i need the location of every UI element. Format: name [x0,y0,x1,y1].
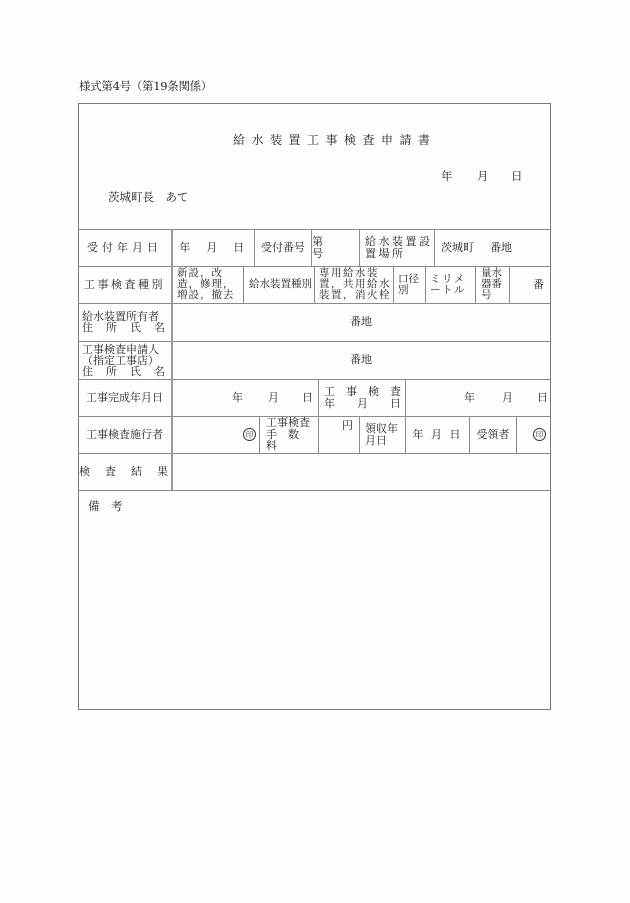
applicant-label-line3: 住 所 氏 名 [82,364,166,378]
receipt-date-label-line1: 領収年 [365,422,398,435]
owner-address-field[interactable]: 番地 [350,315,372,329]
header-date-month: 月 [477,169,489,183]
reception-number-field[interactable]: 第 号 [312,235,353,260]
receiver-seal-icon: 印 [533,428,546,441]
executor-label: 工事検査施行者 [86,427,163,441]
meter-number-field[interactable]: 番 [533,277,544,291]
applicant-address-field[interactable]: 番地 [350,353,372,367]
installation-location-label: 給水装置設置場所 [365,235,433,260]
inspection-day: 日 [537,390,548,404]
completion-day: 日 [302,390,313,404]
form-title: 給水装置工事検査申請書 [233,133,437,147]
inspection-result-field[interactable] [172,453,550,490]
inspection-type-label: 工事検査種別 [84,277,165,291]
remarks-field[interactable] [79,515,549,708]
owner-label-line2: 住 所 氏 名 [82,321,166,334]
receiver-label: 受領者 [476,427,510,441]
addressee: 茨城町長 あて [108,190,189,204]
completion-year: 年 [232,390,243,404]
completion-date-field[interactable] [172,379,318,416]
form-reference: 様式第4号（第19条関係） [79,79,213,93]
location-town: 茨城町 [441,240,474,254]
device-type-options[interactable]: 専用給水装置，共用給水装置，消火栓 [319,267,391,301]
completion-date-label: 工事完成年月日 [86,390,163,404]
meter-number-label: 量水器番号 [481,267,502,301]
owner-label-line1: 給水装置所有者 [82,309,159,323]
inspection-date-label-line2: 年 月 日 [324,396,401,410]
reception-date-label: 受付年月日 [87,240,162,254]
inspection-year: 年 [464,390,475,404]
inspection-month: 月 [502,390,513,404]
receipt-date-label [360,416,405,453]
work-type-options[interactable]: 新設，改造，修理，増設，撤去 [177,267,235,301]
bore-field[interactable]: ミリメートル [430,272,466,296]
receipt-date-field[interactable]: 年 月 日 [412,427,463,441]
inspection-fee-label [260,416,318,453]
inspection-fee-label-line1: 工事検査 [266,416,310,430]
reception-number-label: 受付番号 [261,240,305,254]
owner-label [78,303,171,341]
inspection-date-label-line1: 工 事 検 査 [324,385,401,398]
device-type-label: 給水装置種別 [249,278,312,290]
applicant-label-line2: （指定工事店） [82,353,159,367]
receipt-date-label-line2: 月日 [365,433,387,447]
completion-month: 月 [268,390,279,404]
reception-date-field[interactable]: 年 月 日 [179,240,247,254]
inspection-fee-field[interactable]: 円 [342,419,353,432]
applicant-label [78,341,171,379]
bore-label: 口径別 [398,272,419,296]
installation-location-field[interactable] [435,229,550,266]
executor-field[interactable] [172,416,259,453]
inspection-date-label [319,379,405,416]
receiver-field[interactable] [517,416,550,453]
applicant-label-line1: 工事検査申請人 [82,342,159,356]
grid-line [78,490,550,491]
header-date-year: 年 [441,169,453,183]
inspection-result-label: 検 査 結 果 [79,464,170,478]
inspection-fee-label-line2: 手 数 料 [266,427,310,453]
location-suffix: 番地 [490,240,512,254]
header-date-day: 日 [511,169,523,183]
seal-icon: 印 [243,428,256,441]
remarks-label: 備 考 [88,499,123,513]
inspection-date-field[interactable] [406,379,550,416]
